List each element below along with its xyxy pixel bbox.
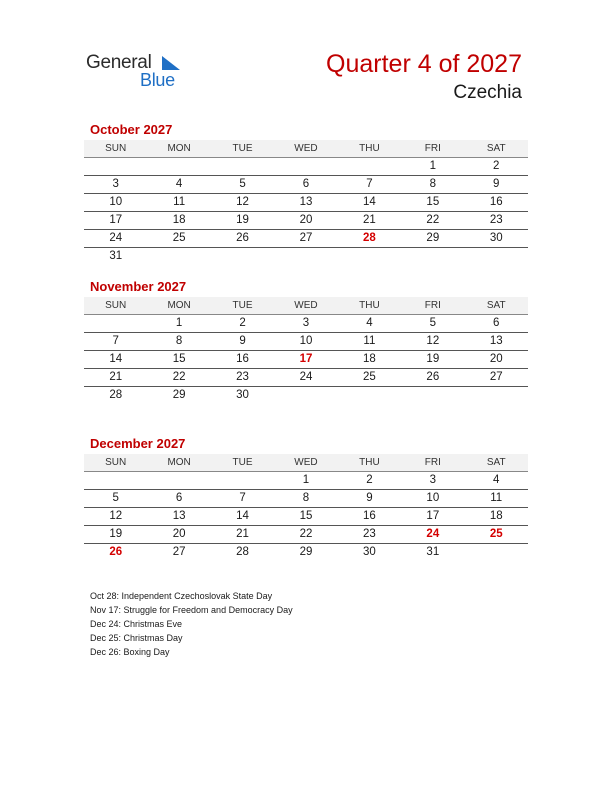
day-cell: 30 [489, 232, 503, 244]
day-cell: 6 [302, 178, 310, 190]
day-cell: 18 [363, 353, 376, 365]
week-row [84, 230, 528, 248]
day-cell [84, 472, 147, 489]
day-cell: 22 [299, 528, 313, 540]
day-cell: 7 [366, 178, 373, 190]
day-cell: 17 [299, 353, 313, 365]
week-row [84, 333, 528, 351]
day-cell [465, 544, 528, 561]
day-cell: 10 [109, 196, 123, 208]
day-cell [401, 248, 464, 265]
weekday-label: SAT [486, 300, 506, 311]
week-row [84, 544, 528, 561]
weekday-label: FRI [424, 300, 441, 311]
day-cell: 29 [172, 389, 186, 401]
day-cell: 10 [426, 492, 440, 504]
day-cell: 20 [489, 353, 503, 365]
week-row [84, 351, 528, 369]
day-cell: 8 [429, 178, 437, 190]
day-cell: 13 [299, 196, 313, 208]
day-cell [338, 158, 401, 175]
day-cell: 3 [429, 474, 437, 486]
day-cell: 27 [172, 546, 186, 558]
week-row [84, 508, 528, 526]
day-cell: 28 [236, 546, 249, 558]
day-cell: 8 [302, 492, 310, 504]
day-cell: 13 [489, 335, 503, 347]
month-october [84, 122, 528, 265]
day-cell: 2 [366, 474, 373, 486]
day-cell: 16 [363, 510, 376, 522]
day-cell: 28 [109, 389, 123, 401]
day-cell: 22 [172, 371, 186, 383]
logo-general-text: General [86, 52, 152, 73]
day-cell: 8 [175, 335, 183, 347]
day-cell: 23 [489, 214, 503, 226]
week-row [84, 472, 528, 490]
day-cell: 26 [236, 232, 249, 244]
day-cell: 30 [363, 546, 376, 558]
day-cell: 25 [489, 528, 503, 540]
weekday-label: TUE [232, 300, 253, 311]
week-row [84, 315, 528, 333]
day-cell [274, 387, 337, 404]
day-cell: 11 [363, 335, 376, 347]
weekday-label: MON [167, 300, 191, 311]
day-cell: 6 [493, 317, 500, 329]
day-cell: 29 [426, 232, 440, 244]
weekday-label: SAT [486, 143, 506, 154]
weekday-label: THU [359, 457, 380, 468]
day-cell [147, 248, 210, 265]
day-cell: 16 [489, 196, 503, 208]
day-cell: 10 [299, 335, 313, 347]
week-row [84, 369, 528, 387]
holiday-note: Dec 26: Boxing Day [90, 647, 170, 657]
day-cell [274, 248, 337, 265]
weekday-label: FRI [424, 457, 441, 468]
weekday-header-row [84, 140, 528, 158]
weekday-label: MON [167, 457, 191, 468]
day-cell: 9 [366, 492, 373, 504]
day-cell: 15 [172, 353, 186, 365]
day-cell [147, 472, 210, 489]
day-cell: 23 [363, 528, 376, 540]
weekday-label: SUN [105, 143, 127, 154]
weekday-label: WED [294, 300, 318, 311]
day-cell: 1 [429, 160, 437, 172]
day-cell: 22 [426, 214, 440, 226]
day-cell: 25 [172, 232, 186, 244]
weekday-label: SUN [105, 457, 127, 468]
day-cell: 29 [299, 546, 313, 558]
day-cell: 26 [109, 546, 123, 558]
holiday-notes [90, 589, 293, 659]
day-cell: 2 [239, 317, 246, 329]
holiday-note: Nov 17: Struggle for Freedom and Democracy Day [90, 605, 293, 615]
page-title: Quarter 4 of 2027 [326, 50, 522, 78]
day-cell [338, 387, 401, 404]
month-november [84, 279, 528, 404]
day-cell: 1 [302, 474, 310, 486]
day-cell: 12 [426, 335, 440, 347]
day-cell: 5 [429, 317, 437, 329]
day-cell: 20 [172, 528, 186, 540]
weekday-header-row [84, 297, 528, 315]
day-cell: 3 [112, 178, 119, 190]
day-cell: 14 [363, 196, 376, 208]
weekday-label: TUE [232, 457, 253, 468]
day-cell: 20 [299, 214, 313, 226]
logo-blue-text: Blue [140, 70, 175, 90]
day-cell: 12 [236, 196, 249, 208]
month-grid [84, 315, 528, 404]
day-cell: 24 [299, 371, 313, 383]
day-cell: 14 [236, 510, 249, 522]
weekday-label: TUE [232, 143, 253, 154]
month-december [84, 436, 528, 561]
day-cell: 21 [109, 371, 123, 383]
day-cell [401, 387, 464, 404]
month-grid [84, 472, 528, 561]
day-cell: 11 [490, 492, 503, 504]
day-cell [84, 315, 147, 332]
day-cell [338, 248, 401, 265]
week-row [84, 176, 528, 194]
day-cell: 21 [236, 528, 249, 540]
day-cell: 26 [426, 371, 440, 383]
week-row [84, 248, 528, 265]
generalblue-logo [86, 50, 196, 90]
holiday-note: Oct 28: Independent Czechoslovak State Day [90, 591, 273, 601]
day-cell: 17 [426, 510, 440, 522]
weekday-label: MON [167, 143, 191, 154]
day-cell [211, 248, 274, 265]
day-cell: 23 [236, 371, 249, 383]
day-cell: 25 [363, 371, 376, 383]
day-cell: 12 [109, 510, 123, 522]
day-cell [465, 248, 528, 265]
week-row [84, 526, 528, 544]
day-cell: 4 [366, 317, 373, 329]
weekday-header-row [84, 454, 528, 472]
day-cell: 4 [175, 178, 183, 190]
day-cell: 5 [239, 178, 246, 190]
week-row [84, 490, 528, 508]
holiday-note: Dec 24: Christmas Eve [90, 619, 183, 629]
weekday-label: THU [359, 300, 380, 311]
day-cell: 6 [175, 492, 183, 504]
day-cell: 19 [109, 528, 123, 540]
month-grid [84, 158, 528, 265]
day-cell [274, 158, 337, 175]
week-row [84, 212, 528, 230]
logo-flag-icon [160, 54, 182, 72]
day-cell: 31 [426, 546, 440, 558]
day-cell: 30 [236, 389, 249, 401]
day-cell: 27 [489, 371, 503, 383]
weekday-label: THU [359, 143, 380, 154]
weekday-label: WED [294, 457, 318, 468]
week-row [84, 158, 528, 176]
day-cell [84, 158, 147, 175]
day-cell [147, 158, 210, 175]
day-cell [211, 158, 274, 175]
day-cell: 19 [236, 214, 249, 226]
day-cell: 28 [363, 232, 376, 244]
day-cell: 13 [172, 510, 186, 522]
month-title: October 2027 [90, 122, 173, 137]
day-cell: 24 [426, 528, 440, 540]
day-cell: 9 [493, 178, 500, 190]
day-cell: 24 [109, 232, 123, 244]
day-cell: 2 [493, 160, 500, 172]
day-cell: 17 [109, 214, 123, 226]
day-cell [465, 387, 528, 404]
day-cell: 5 [112, 492, 119, 504]
week-row [84, 387, 528, 404]
day-cell: 7 [112, 335, 119, 347]
country-name: Czechia [453, 82, 522, 103]
day-cell: 27 [299, 232, 313, 244]
holiday-note: Dec 25: Christmas Day [90, 633, 183, 643]
day-cell: 3 [302, 317, 310, 329]
month-title: December 2027 [90, 436, 186, 451]
week-row [84, 194, 528, 212]
weekday-label: SUN [105, 300, 127, 311]
weekday-label: SAT [486, 457, 506, 468]
weekday-label: FRI [424, 143, 441, 154]
day-cell: 4 [493, 474, 500, 486]
day-cell: 16 [236, 353, 249, 365]
day-cell: 15 [299, 510, 313, 522]
day-cell: 14 [109, 353, 123, 365]
day-cell: 18 [172, 214, 186, 226]
day-cell: 7 [239, 492, 246, 504]
month-title: November 2027 [90, 279, 187, 294]
day-cell: 31 [109, 250, 123, 262]
day-cell: 1 [175, 317, 183, 329]
day-cell: 18 [489, 510, 503, 522]
day-cell: 21 [363, 214, 376, 226]
day-cell: 19 [426, 353, 440, 365]
weekday-label: WED [294, 143, 318, 154]
day-cell: 11 [173, 196, 186, 208]
day-cell [211, 472, 274, 489]
day-cell: 9 [239, 335, 246, 347]
day-cell: 15 [426, 196, 440, 208]
